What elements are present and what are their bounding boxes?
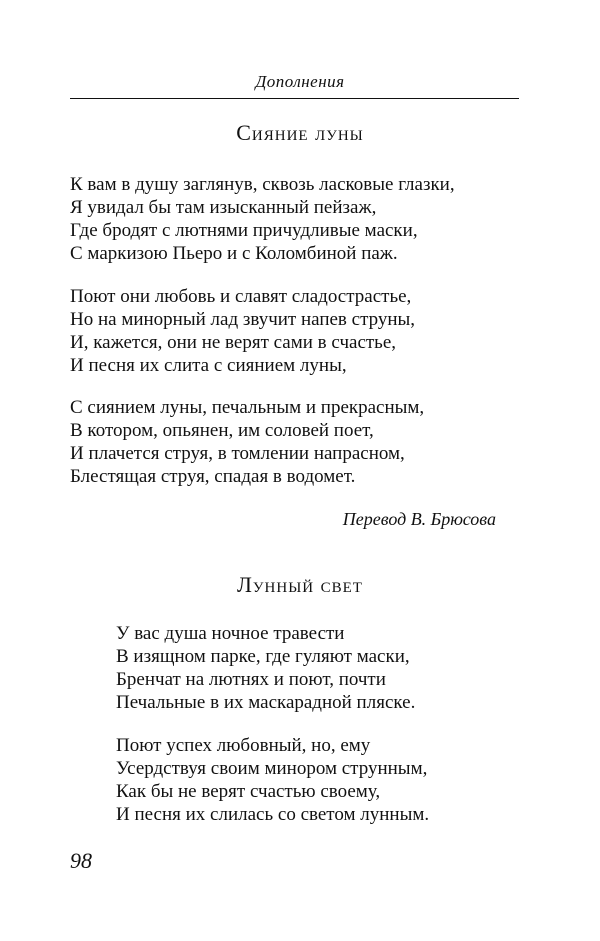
poem-title-moonlight: Лунный свет bbox=[237, 572, 363, 597]
poem2-stanza-1 bbox=[116, 622, 415, 714]
verse-line: У вас душа ночное травести bbox=[116, 623, 345, 644]
verse-line: И плачется струя, в томлении напрасном, bbox=[70, 443, 405, 464]
poem-title-moonlight-radiance: Сияние луны bbox=[236, 120, 364, 145]
verse-line: Бренчат на лютнях и поют, почти bbox=[116, 669, 386, 690]
verse-line: Где бродят с лютнями причудливые маски, bbox=[70, 220, 418, 241]
verse-line: К вам в душу заглянув, сквозь ласковые глазки, bbox=[70, 174, 455, 195]
verse-line: С маркизою Пьеро и с Коломбиной паж. bbox=[70, 243, 398, 264]
verse-line: Я увидал бы там изысканный пейзаж, bbox=[70, 197, 377, 218]
verse-line: Поют они любовь и славят сладострастье, bbox=[70, 286, 412, 307]
verse-line: Усердствуя своим минором струнным, bbox=[116, 758, 428, 779]
header-rule bbox=[70, 98, 519, 99]
running-head: Дополнения bbox=[255, 72, 345, 91]
verse-line: Но на минорный лад звучит напев струны, bbox=[70, 309, 416, 330]
verse-line: С сиянием луны, печальным и прекрасным, bbox=[70, 397, 425, 418]
verse-line: Печальные в их маскарадной пляске. bbox=[116, 692, 416, 713]
translator-credit: Перевод В. Брюсова bbox=[342, 509, 496, 529]
verse-line: Блестящая струя, спадая в водомет. bbox=[70, 466, 356, 487]
poem1-stanza-1 bbox=[70, 173, 455, 265]
page-number: 98 bbox=[70, 848, 92, 873]
verse-line: В изящном парке, где гуляют маски, bbox=[116, 646, 410, 667]
poem2-stanza-2 bbox=[116, 734, 429, 826]
verse-line: И песня их слита с сиянием луны, bbox=[70, 355, 347, 376]
verse-line: И, кажется, они не верят сами в счастье, bbox=[70, 332, 397, 353]
verse-line: Поют успех любовный, но, ему bbox=[116, 735, 371, 756]
verse-line: Как бы не верят счастью своему, bbox=[116, 781, 381, 802]
poem1-stanza-3 bbox=[70, 396, 424, 488]
verse-line: И песня их слилась со светом лунным. bbox=[116, 804, 430, 825]
poem1-stanza-2 bbox=[70, 285, 415, 377]
verse-line: В котором, опьянен, им соловей поет, bbox=[70, 420, 374, 441]
